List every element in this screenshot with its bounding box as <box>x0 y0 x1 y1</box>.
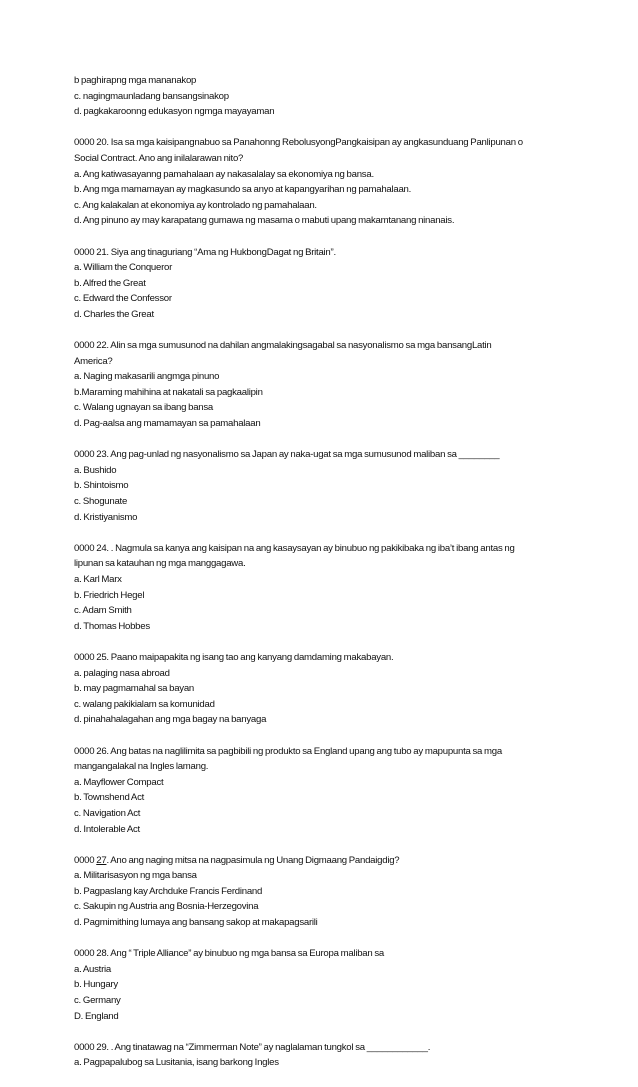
answer-choice: d. Charles the Great <box>74 308 154 320</box>
choice-b: b paghirapng mga mananakop <box>74 75 197 86</box>
answer-choice: c. Sakupin ng Austria ang Bosnia-Herzegovina <box>74 901 259 913</box>
choice-c: c. nagingmaunladang bansangsinakop <box>74 90 229 102</box>
answer-choice: a. Mayflower Compact <box>74 776 164 788</box>
question-text-continued: mangangalakal na Ingles lamang. <box>74 761 209 773</box>
answer-choice: d. Intolerable Act <box>74 823 140 835</box>
answer-choice: d. Pagmimithing lumaya ang bansang sakop at makapagsarili <box>74 917 318 929</box>
answer-choice: b. Pagpaslang kay Archduke Francis Ferdinand <box>74 885 263 897</box>
document-page <box>74 73 614 1087</box>
question-text: 0000 20. Isa sa mga kaisipangnabuo sa Panahonng RebolusyongPangkaisipan ay angkasunduang Panlipunan o <box>74 137 523 149</box>
answer-choice: D. England <box>74 1010 119 1022</box>
answer-choice: c. Walang ugnayan sa ibang bansa <box>74 402 214 414</box>
question-item <box>74 338 614 432</box>
answer-choice: a. Ang katiwasayanng pamahalaan ay nakasalalay sa ekonomiya ng bansa. <box>74 168 374 180</box>
question-item <box>74 853 614 931</box>
question-item <box>74 744 614 838</box>
question-item <box>74 541 614 635</box>
answer-choice: b. Ang mga mamamayan ay magkasundo sa anyo at kapangyarihan ng pamahalaan. <box>74 184 412 196</box>
answer-choice: a. Austria <box>74 963 111 975</box>
question-text: 0000 21. Siya ang tinaguriang “Ama ng HukbongDagat ng Britain”. <box>74 246 336 258</box>
answer-choice: b. Hungary <box>74 979 118 991</box>
question-item <box>74 946 614 1024</box>
answer-choice: c. walang pakikialam sa komunidad <box>74 698 215 710</box>
answer-choice: a. Pagpapalubog sa Lusitania, isang barkong Ingles <box>74 1057 279 1069</box>
question-text: 0000 24. . Nagmula sa kanya ang kaisipan na ang kasaysayan ay binubuo ng pakikibaka ng iba’t ibang antas ng <box>74 542 515 554</box>
answer-choice: b. Shintoismo <box>74 480 129 492</box>
answer-choice: b. Friedrich Hegel <box>74 589 145 601</box>
answer-choice: b. Alfred the Great <box>74 277 146 289</box>
question-item <box>74 650 614 728</box>
question-item <box>74 1040 614 1071</box>
answer-choice: a. William the Conqueror <box>74 262 173 274</box>
answer-choice: b. Townshend Act <box>74 792 145 804</box>
answer-choice: b. may pagmamahal sa bayan <box>74 683 195 695</box>
question-text: 0000 27. Ano ang naging mitsa na nagpasimula ng Unang Digmaang Pandaigdig? <box>74 854 400 866</box>
question-item <box>74 135 614 229</box>
question-text: 0000 23. Ang pag-unlad ng nasyonalismo sa Japan ay naka-ugat sa mga sumusunod maliban sa ________ <box>74 449 500 461</box>
answer-choice: a. Karl Marx <box>74 574 122 585</box>
answer-choice: a. palaging nasa abroad <box>74 667 170 679</box>
question-text-continued: lipunan sa katauhan ng mga manggagawa. <box>74 558 246 570</box>
answer-choice: a. Bushido <box>74 464 117 476</box>
answer-choice: d. Thomas Hobbes <box>74 620 150 632</box>
question-text: 0000 26. Ang batas na naglilimita sa pagbibili ng produkto sa England upang ang tubo ay mapupunta sa mga <box>74 745 502 757</box>
question-item <box>74 245 614 323</box>
question-text: 0000 22. Alin sa mga sumusunod na dahilan angmalakingsagabal sa nasyonalismo sa mga bansangLatin <box>74 340 492 352</box>
answer-choice: a. Naging makasarili angmga pinuno <box>74 371 220 383</box>
choice-d: d. pagkakaroonng edukasyon ngmga mayayaman <box>74 106 275 118</box>
answer-choice: d. Pag-aalsa ang mamamayan sa pamahalaan <box>74 418 261 430</box>
lead-choices <box>74 73 614 120</box>
answer-choice: d. Ang pinuno ay may karapatang gumawa ng masama o mabuti upang makamtanang ninanais. <box>74 215 455 227</box>
answer-choice: a. Militarisasyon ng mga bansa <box>74 870 197 882</box>
answer-choice: b.Maraming mahihina at nakatali sa pagkaalipin <box>74 386 263 398</box>
answer-choice: d. pinahahalagahan ang mga bagay na banyaga <box>74 714 267 726</box>
answer-choice: d. Kristiyanismo <box>74 511 138 523</box>
answer-choice: c. Edward the Confessor <box>74 293 172 305</box>
question-text: 0000 29. . Ang tinatawag na “Zimmerman Note” ay naglalaman tungkol sa ____________. <box>74 1041 431 1053</box>
answer-choice: c. Ang kalakalan at ekonomiya ay kontrolado ng pamahalaan. <box>74 199 317 211</box>
question-number: 27 <box>96 854 107 866</box>
question-text-continued: America? <box>74 355 113 367</box>
answer-choice: c. Navigation Act <box>74 807 141 819</box>
answer-choice: c. Adam Smith <box>74 605 132 617</box>
answer-choice: c. Shogunate <box>74 496 128 508</box>
question-text: 0000 25. Paano maipapakita ng isang tao ang kanyang damdaming makabayan. <box>74 651 394 663</box>
question-text-continued: Social Contract. Ano ang inilalarawan nito? <box>74 152 244 164</box>
question-item <box>74 447 614 525</box>
answer-choice: c. Germany <box>74 995 121 1007</box>
question-text: 0000 28. Ang “ Triple Alliance” ay binubuo ng mga bansa sa Europa maliban sa <box>74 948 385 960</box>
question-list <box>74 135 614 1071</box>
